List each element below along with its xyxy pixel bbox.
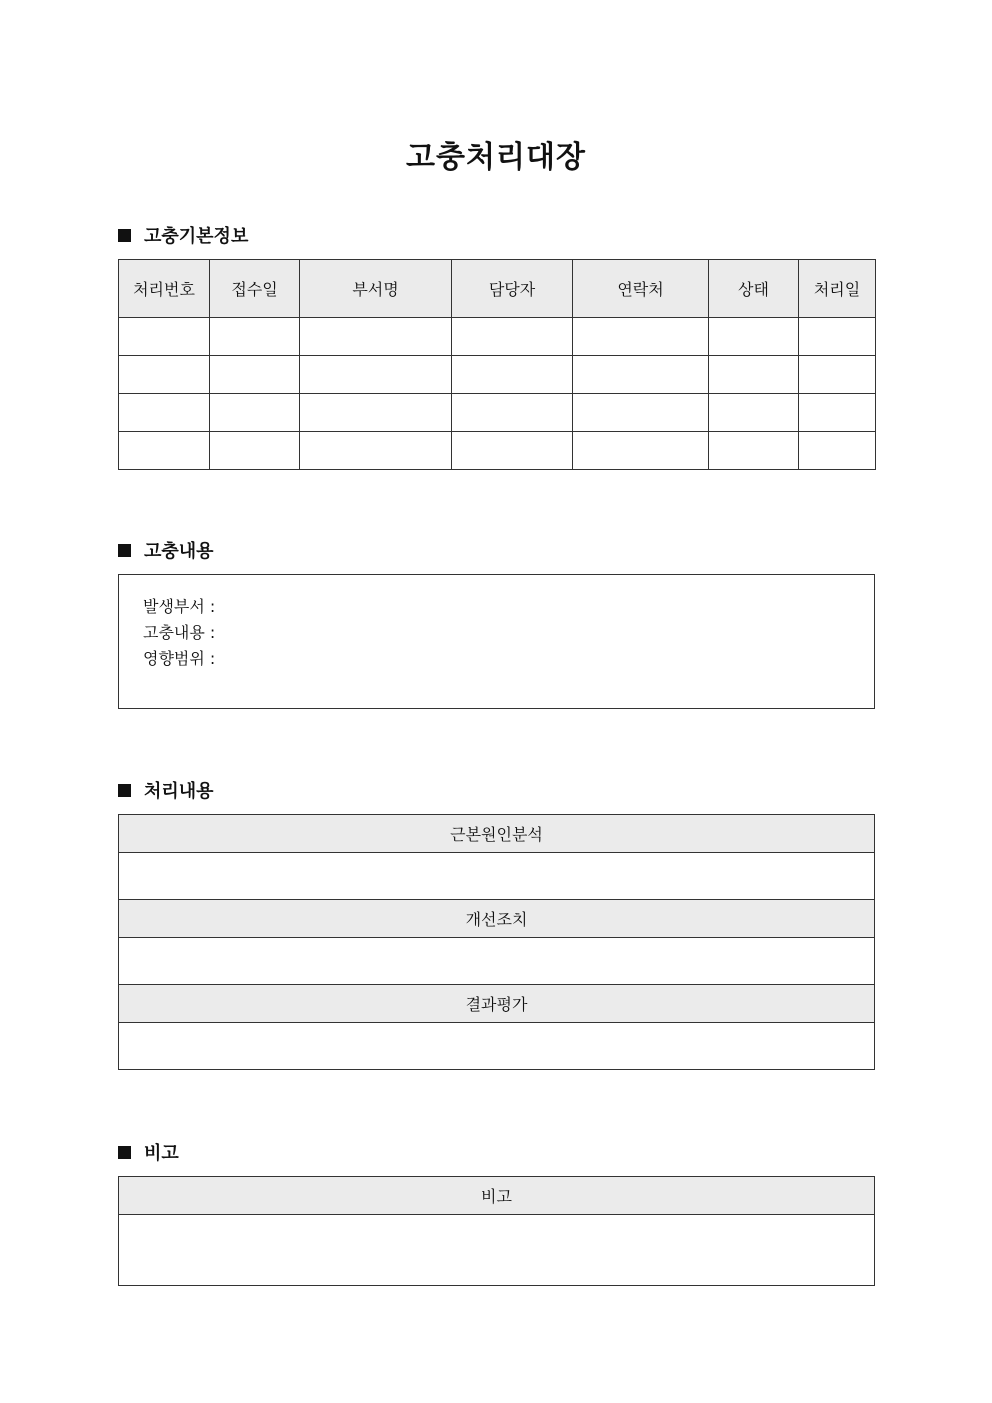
table-row [119,318,876,356]
table-cell[interactable] [709,318,799,356]
header-cell: 접수일 [210,260,300,318]
table-row [119,985,875,1023]
table-cell[interactable] [799,432,876,470]
table-cell[interactable] [799,356,876,394]
table-cell[interactable] [799,318,876,356]
table-cell[interactable] [452,318,573,356]
table-cell[interactable] [452,394,573,432]
header-cell: 상태 [709,260,799,318]
table-cell[interactable] [119,356,210,394]
table-cell[interactable] [210,356,300,394]
remarks-table [118,1176,875,1286]
table-cell[interactable] [119,432,210,470]
table-cell[interactable] [799,394,876,432]
table-cell[interactable] [300,356,452,394]
table-row [119,1023,875,1070]
table-cell[interactable] [210,394,300,432]
table-row [119,938,875,985]
page-title: 고충처리대장 [406,140,586,175]
table-row [119,815,875,853]
section-heading-basic-info [118,222,248,248]
table-cell[interactable] [709,432,799,470]
section-heading-content [118,537,214,563]
header-cell: 처리번호 [119,260,210,318]
table-cell[interactable] [709,356,799,394]
square-bullet-icon [118,544,131,557]
section-heading-remarks [118,1139,179,1165]
table-cell[interactable] [119,394,210,432]
header-cell: 담당자 [452,260,573,318]
table-row [119,356,876,394]
header-cell: 부서명 [300,260,452,318]
table-row [119,394,876,432]
square-bullet-icon [118,784,131,797]
content-line-complaint: 고충내용 : [143,623,216,642]
table-row [119,432,876,470]
section-label: 고충기본정보 [144,226,249,247]
table-cell[interactable] [210,432,300,470]
improvement-field[interactable] [119,938,875,985]
table-row [119,853,875,900]
table-header-row [119,260,876,318]
table-cell[interactable] [452,356,573,394]
root-cause-field[interactable] [119,853,875,900]
table-cell[interactable] [573,356,709,394]
table-row [119,900,875,938]
section-heading-processing [118,777,214,803]
table-cell[interactable] [300,432,452,470]
table-cell[interactable] [573,394,709,432]
table-cell[interactable] [300,318,452,356]
improvement-header: 개선조치 [119,900,875,938]
processing-table [118,814,875,1070]
table-cell[interactable] [573,432,709,470]
table-cell[interactable] [210,318,300,356]
table-cell[interactable] [709,394,799,432]
table-row [119,1177,875,1215]
remarks-header: 비고 [119,1177,875,1215]
table-cell[interactable] [452,432,573,470]
section-label: 비고 [144,1143,179,1164]
root-cause-header: 근본원인분석 [119,815,875,853]
content-line-scope: 영향범위 : [143,649,216,668]
basic-info-table [118,259,876,470]
header-cell: 처리일 [799,260,876,318]
section-label: 고충내용 [144,541,214,562]
header-cell: 연락처 [573,260,709,318]
table-row [119,1215,875,1286]
evaluation-field[interactable] [119,1023,875,1070]
content-line-department: 발생부서 : [143,597,216,616]
complaint-content-box[interactable] [118,574,875,709]
section-label: 처리내용 [144,781,214,802]
remarks-field[interactable] [119,1215,875,1286]
table-cell[interactable] [119,318,210,356]
evaluation-header: 결과평가 [119,985,875,1023]
square-bullet-icon [118,1146,131,1159]
table-cell[interactable] [300,394,452,432]
square-bullet-icon [118,229,131,242]
table-cell[interactable] [573,318,709,356]
